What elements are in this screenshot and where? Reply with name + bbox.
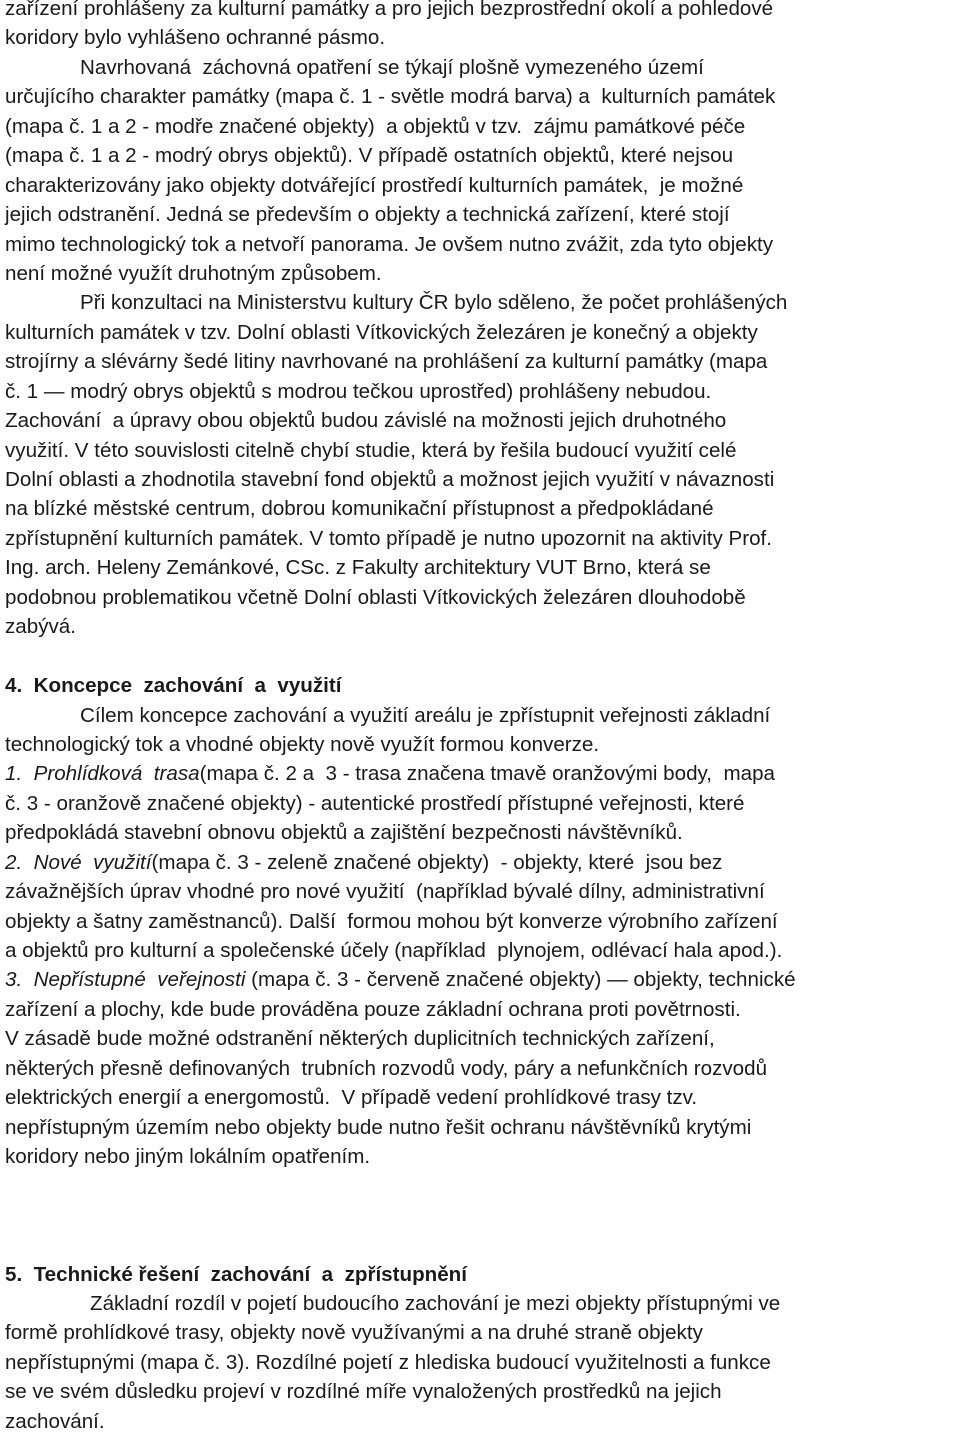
section-technical-solution — [5, 1260, 955, 1436]
text-line: objekty a šatny zaměstnanců). Další formou mohou být konverze výrobního zařízení — [5, 907, 955, 936]
list-item-label: 3. Nepřístupné veřejnosti — [5, 968, 245, 991]
text-line: koridory bylo vyhlášeno ochranné pásmo. — [5, 23, 955, 52]
list-item-new-use — [5, 848, 955, 877]
spacer — [5, 642, 955, 671]
text-line: zabývá. — [5, 612, 955, 641]
text-line: podobnou problematikou včetně Dolní oblasti Vítkovických železáren dlouhodobě — [5, 583, 955, 612]
text-line: Zachování a úpravy obou objektů budou závislé na možnosti jejich druhotného — [5, 406, 955, 435]
list-item-text: (mapa č. 3 - zeleně značené objekty) - objekty, které jsou bez — [152, 851, 723, 874]
text-line: nepřístupnými (mapa č. 3). Rozdílné pojetí z hlediska budoucí využitelnosti a funkce — [5, 1348, 955, 1377]
text-line: formě prohlídkové trasy, objekty nově využívanými a na druhé straně objekty — [5, 1318, 955, 1347]
text-line: charakterizovány jako objekty dotvářející prostředí kulturních památek, je možné — [5, 171, 955, 200]
paragraph-heritage-protection — [5, 0, 955, 642]
text-line: V zásadě bude možné odstranění některých duplicitních technických zařízení, — [5, 1024, 955, 1053]
text-line: nepřístupným územím nebo objekty bude nutno řešit ochranu návštěvníků krytými — [5, 1113, 955, 1142]
list-item-text: (mapa č. 3 - červeně značené objekty) — objekty, technické — [245, 968, 795, 991]
text-line: Při konzultaci na Ministerstvu kultury ČR bylo sděleno, že počet prohlášených — [5, 288, 955, 317]
list-item-label: 2. Nové využití — [5, 851, 152, 874]
text-line: (mapa č. 1 a 2 - modrý obrys objektů). V případě ostatních objektů, které nejsou — [5, 141, 955, 170]
text-line: předpokládá stavební obnovu objektů a zajištění bezpečnosti návštěvníků. — [5, 818, 955, 847]
text-line: některých přesně definovaných trubních rozvodů vody, páry a nefunkčních rozvodů — [5, 1054, 955, 1083]
text-line: na blízké městské centrum, dobrou komunikační přístupnost a předpokládané — [5, 494, 955, 523]
text-line: není možné využít druhotným způsobem. — [5, 259, 955, 288]
text-line: koridory nebo jiným lokálním opatřením. — [5, 1142, 955, 1171]
text-line: využití. V této souvislosti citelně chybí studie, která by řešila budoucí využití celé — [5, 436, 955, 465]
text-line: mimo technologický tok a netvoří panorama. Je ovšem nutno zvážit, zda tyto objekty — [5, 230, 955, 259]
text-line: zpřístupnění kulturních památek. V tomto případě je nutno upozornit na aktivity Prof. — [5, 524, 955, 553]
text-line: kulturních památek v tzv. Dolní oblasti Vítkovických železáren je konečný a objekty — [5, 318, 955, 347]
spacer — [5, 1172, 955, 1260]
text-line: zachování. — [5, 1407, 955, 1436]
section-heading: 5. Technické řešení zachování a zpřístupnění — [5, 1260, 955, 1289]
text-line: jejich odstranění. Jedná se především o objekty a technická zařízení, které stojí — [5, 200, 955, 229]
section-heading: 4. Koncepce zachování a využití — [5, 671, 955, 700]
list-item-tour-route — [5, 759, 955, 788]
text-line: Základní rozdíl v pojetí budoucího zachování je mezi objekty přístupnými ve — [5, 1289, 955, 1318]
text-line: č. 3 - oranžově značené objekty) - autentické prostředí přístupné veřejnosti, které — [5, 789, 955, 818]
text-line: se ve svém důsledku projeví v rozdílné míře vynaložených prostředků na jejich — [5, 1377, 955, 1406]
text-line: zařízení a plochy, kde bude prováděna pouze základní ochrana proti povětrnosti. — [5, 995, 955, 1024]
text-line: Navrhovaná záchovná opatření se týkají plošně vymezeného území — [5, 53, 955, 82]
list-item-label: 1. Prohlídková trasa — [5, 762, 200, 785]
text-line: (mapa č. 1 a 2 - modře značené objekty) a objektů v tzv. zájmu památkové péče — [5, 112, 955, 141]
text-line: zařízení prohlášeny za kulturní památky a pro jejich bezprostřední okolí a pohledové — [5, 0, 955, 23]
list-item-text: (mapa č. 2 a 3 - trasa značena tmavě oranžovými body, mapa — [200, 762, 775, 785]
text-line: závažnějších úprav vhodné pro nové využití (například bývalé dílny, administrativní — [5, 877, 955, 906]
text-line: a objektů pro kulturní a společenské účely (například plynojem, odlévací hala apod.). — [5, 936, 955, 965]
text-line: technologický tok a vhodné objekty nově využít formou konverze. — [5, 730, 955, 759]
text-line: č. 1 — modrý obrys objektů s modrou tečkou uprostřed) prohlášeny nebudou. — [5, 377, 955, 406]
text-line: strojírny a slévárny šedé litiny navrhované na prohlášení za kulturní památky (mapa — [5, 347, 955, 376]
list-item-inaccessible — [5, 965, 955, 994]
text-line: Ing. arch. Heleny Zemánkové, CSc. z Fakulty architektury VUT Brno, která se — [5, 553, 955, 582]
document-page — [5, 0, 955, 1436]
section-concept — [5, 671, 955, 1171]
text-line: určujícího charakter památky (mapa č. 1 - světle modrá barva) a kulturních památek — [5, 82, 955, 111]
text-line: elektrických energií a energomostů. V případě vedení prohlídkové trasy tzv. — [5, 1083, 955, 1112]
text-line: Cílem koncepce zachování a využití areálu je zpřístupnit veřejnosti základní — [5, 701, 955, 730]
text-line: Dolní oblasti a zhodnotila stavební fond objektů a možnost jejich využití v návaznosti — [5, 465, 955, 494]
